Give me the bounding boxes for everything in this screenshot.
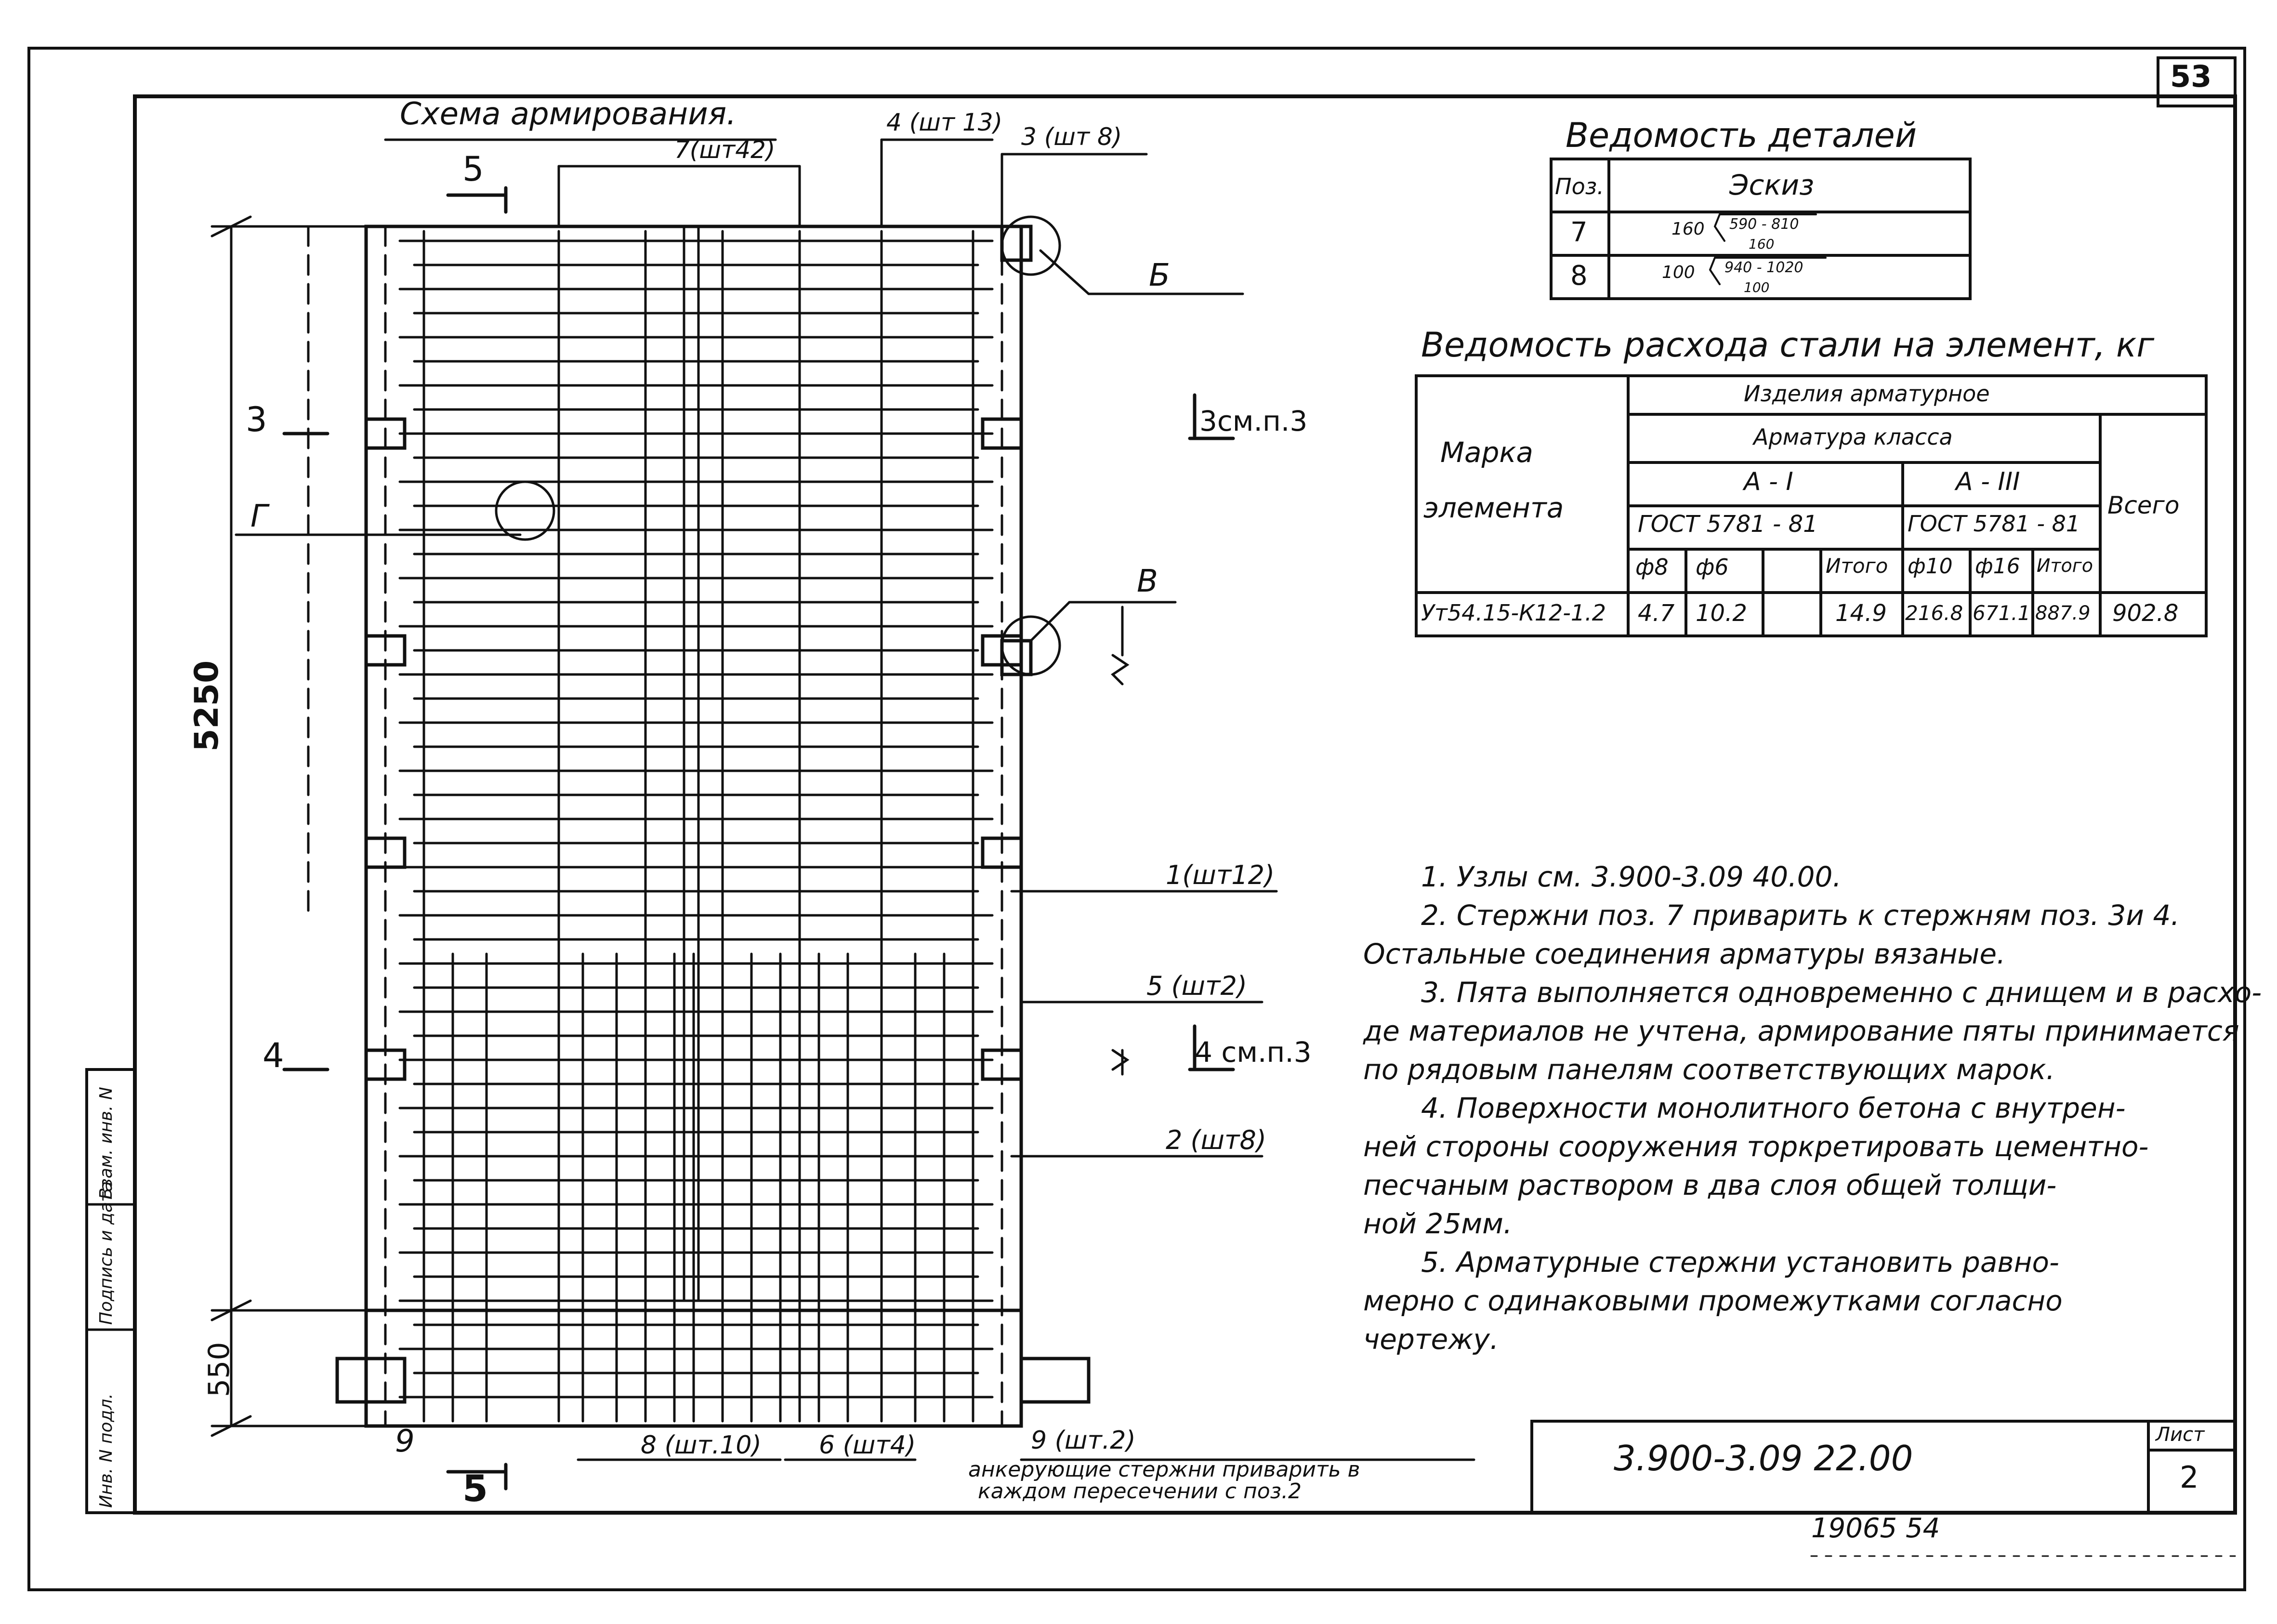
callout-4: 4 (шт 13): [886, 108, 1003, 136]
steel-mark-header-1: Марка: [1440, 436, 1533, 469]
steel-col-f16: ф16: [1975, 554, 2020, 579]
section-5-bottom: 5: [462, 1467, 488, 1510]
section-3-mark: 3: [246, 400, 267, 439]
sheet-number: 53: [2170, 59, 2212, 94]
steel-col-itogo-a3: Итого: [2037, 555, 2093, 576]
note-line: ной 25мм.: [1363, 1207, 1513, 1240]
note-line: по рядовым панелям соответствующих марок.: [1363, 1053, 2055, 1086]
anchor-note-line1: анкерующие стержни приварить в: [968, 1457, 1360, 1482]
callout-1: 1(шт12): [1166, 860, 1275, 890]
steel-row-itogo-a1: 14.9: [1835, 600, 1887, 627]
details-row-c: 160: [1749, 236, 1775, 252]
steel-col-f8: ф8: [1635, 554, 1669, 580]
details-header-pos: Поз.: [1555, 173, 1604, 199]
callout-6: 6 (шт4): [819, 1431, 916, 1460]
steel-class-header: Арматура класса: [1753, 424, 1953, 450]
callout-2: 2 (шт8): [1166, 1125, 1266, 1155]
details-row-a: 100: [1662, 263, 1695, 282]
steel-gost-a3: ГОСТ 5781 - 81: [1908, 511, 2080, 537]
callout-7: 7(шт42): [674, 136, 776, 164]
steel-class-a3: А - III: [1956, 467, 2020, 496]
details-row-c: 100: [1744, 279, 1770, 295]
stamp-code: 3.900-3.09 22.00: [1614, 1438, 1913, 1479]
steel-col-itogo-a1: Итого: [1826, 554, 1888, 578]
callout-5: 5 (шт2): [1146, 971, 1247, 1001]
note-line: 3. Пята выполняется одновременно с днищем и в расхо-: [1421, 976, 2262, 1009]
details-header-sketch: Эскиз: [1729, 169, 1814, 201]
side-stamp-replace: Взам. инв. N: [96, 1087, 116, 1200]
steel-row-total: 902.8: [2112, 600, 2179, 627]
scheme-title: Схема армирования.: [400, 96, 737, 132]
anchor-note-line2: каждом пересечении с поз.2: [978, 1479, 1302, 1504]
stamp-sheet-label: Лист: [2156, 1424, 2205, 1446]
note-line: ней стороны сооружения торкретировать цементно-: [1363, 1130, 2149, 1163]
steel-col-f10: ф10: [1908, 554, 1953, 579]
callout-3: 3 (шт 8): [1021, 123, 1122, 151]
steel-row-f6: 10.2: [1696, 600, 1747, 627]
footer-number: 19065 54: [1811, 1513, 1940, 1544]
callout-9-left: 9: [395, 1424, 415, 1459]
steel-row-f16: 671.1: [1973, 601, 2031, 625]
note-line: 2. Стержни поз. 7 приварить к стержням поз. 3и 4.: [1421, 899, 2180, 932]
note-line: 1. Узлы см. 3.900-3.09 40.00.: [1421, 860, 1842, 893]
callout-8: 8 (шт.10): [641, 1431, 762, 1460]
note-line: 5. Арматурные стержни установить равно-: [1421, 1246, 2059, 1279]
steel-gost-a1: ГОСТ 5781 - 81: [1638, 511, 1818, 538]
steel-mark-header-2: элемента: [1423, 491, 1564, 524]
details-row-pos: 7: [1570, 217, 1588, 248]
note-line: де материалов не учтена, армирование пяты принимается: [1363, 1015, 2239, 1047]
general-notes: [1363, 858, 2262, 1359]
steel-title: Ведомость расхода стали на элемент, кг: [1421, 325, 2155, 365]
callout-9: 9 (шт.2): [1031, 1426, 1136, 1455]
section-4-mark: 4: [263, 1036, 284, 1075]
steel-col-f6: ф6: [1696, 554, 1729, 580]
details-row-a: 160: [1672, 219, 1705, 239]
steel-row-f8: 4.7: [1638, 600, 1675, 627]
side-stamp-inv: Инв. N подл.: [96, 1393, 116, 1508]
section-3-ref: 3см.п.3: [1199, 405, 1308, 437]
node-g-label: Г: [250, 499, 268, 534]
dimension-5250: 5250: [188, 660, 226, 752]
side-stamp-sign: Подпись и дата: [96, 1181, 116, 1325]
details-row-b: 940 - 1020: [1724, 259, 1803, 276]
steel-total-header: Всего: [2107, 491, 2180, 519]
note-line: чертежу.: [1363, 1323, 1499, 1356]
note-line: мерно с одинаковыми промежутками согласно: [1363, 1284, 2063, 1317]
note-line: Остальные соединения арматуры вязаные.: [1363, 937, 2006, 970]
note-line: песчаным раствором в два слоя общей толщи-: [1363, 1169, 2057, 1201]
panel-outline: [337, 226, 1089, 1426]
details-row-b: 590 - 810: [1729, 216, 1799, 233]
dimension-550: 550: [202, 1342, 236, 1397]
steel-row-itogo-a3: 887.9: [2035, 602, 2091, 624]
node-v-label: В: [1137, 564, 1158, 599]
note-line: 4. Поверхности монолитного бетона с внутрен-: [1421, 1092, 2126, 1124]
details-row-pos: 8: [1570, 260, 1588, 291]
steel-row-mark: Ут54.15-К12-1.2: [1421, 600, 1606, 626]
stamp-sheet-value: 2: [2180, 1460, 2199, 1495]
steel-row-f10: 216.8: [1905, 601, 1963, 625]
section-5-top: 5: [462, 149, 484, 189]
steel-group-header: Изделия арматурное: [1744, 381, 1990, 407]
node-b-label: Б: [1149, 258, 1170, 293]
section-4-ref: 4 см.п.3: [1195, 1036, 1312, 1069]
details-title: Ведомость деталей: [1566, 116, 1917, 155]
steel-class-a1: А - I: [1744, 467, 1793, 496]
